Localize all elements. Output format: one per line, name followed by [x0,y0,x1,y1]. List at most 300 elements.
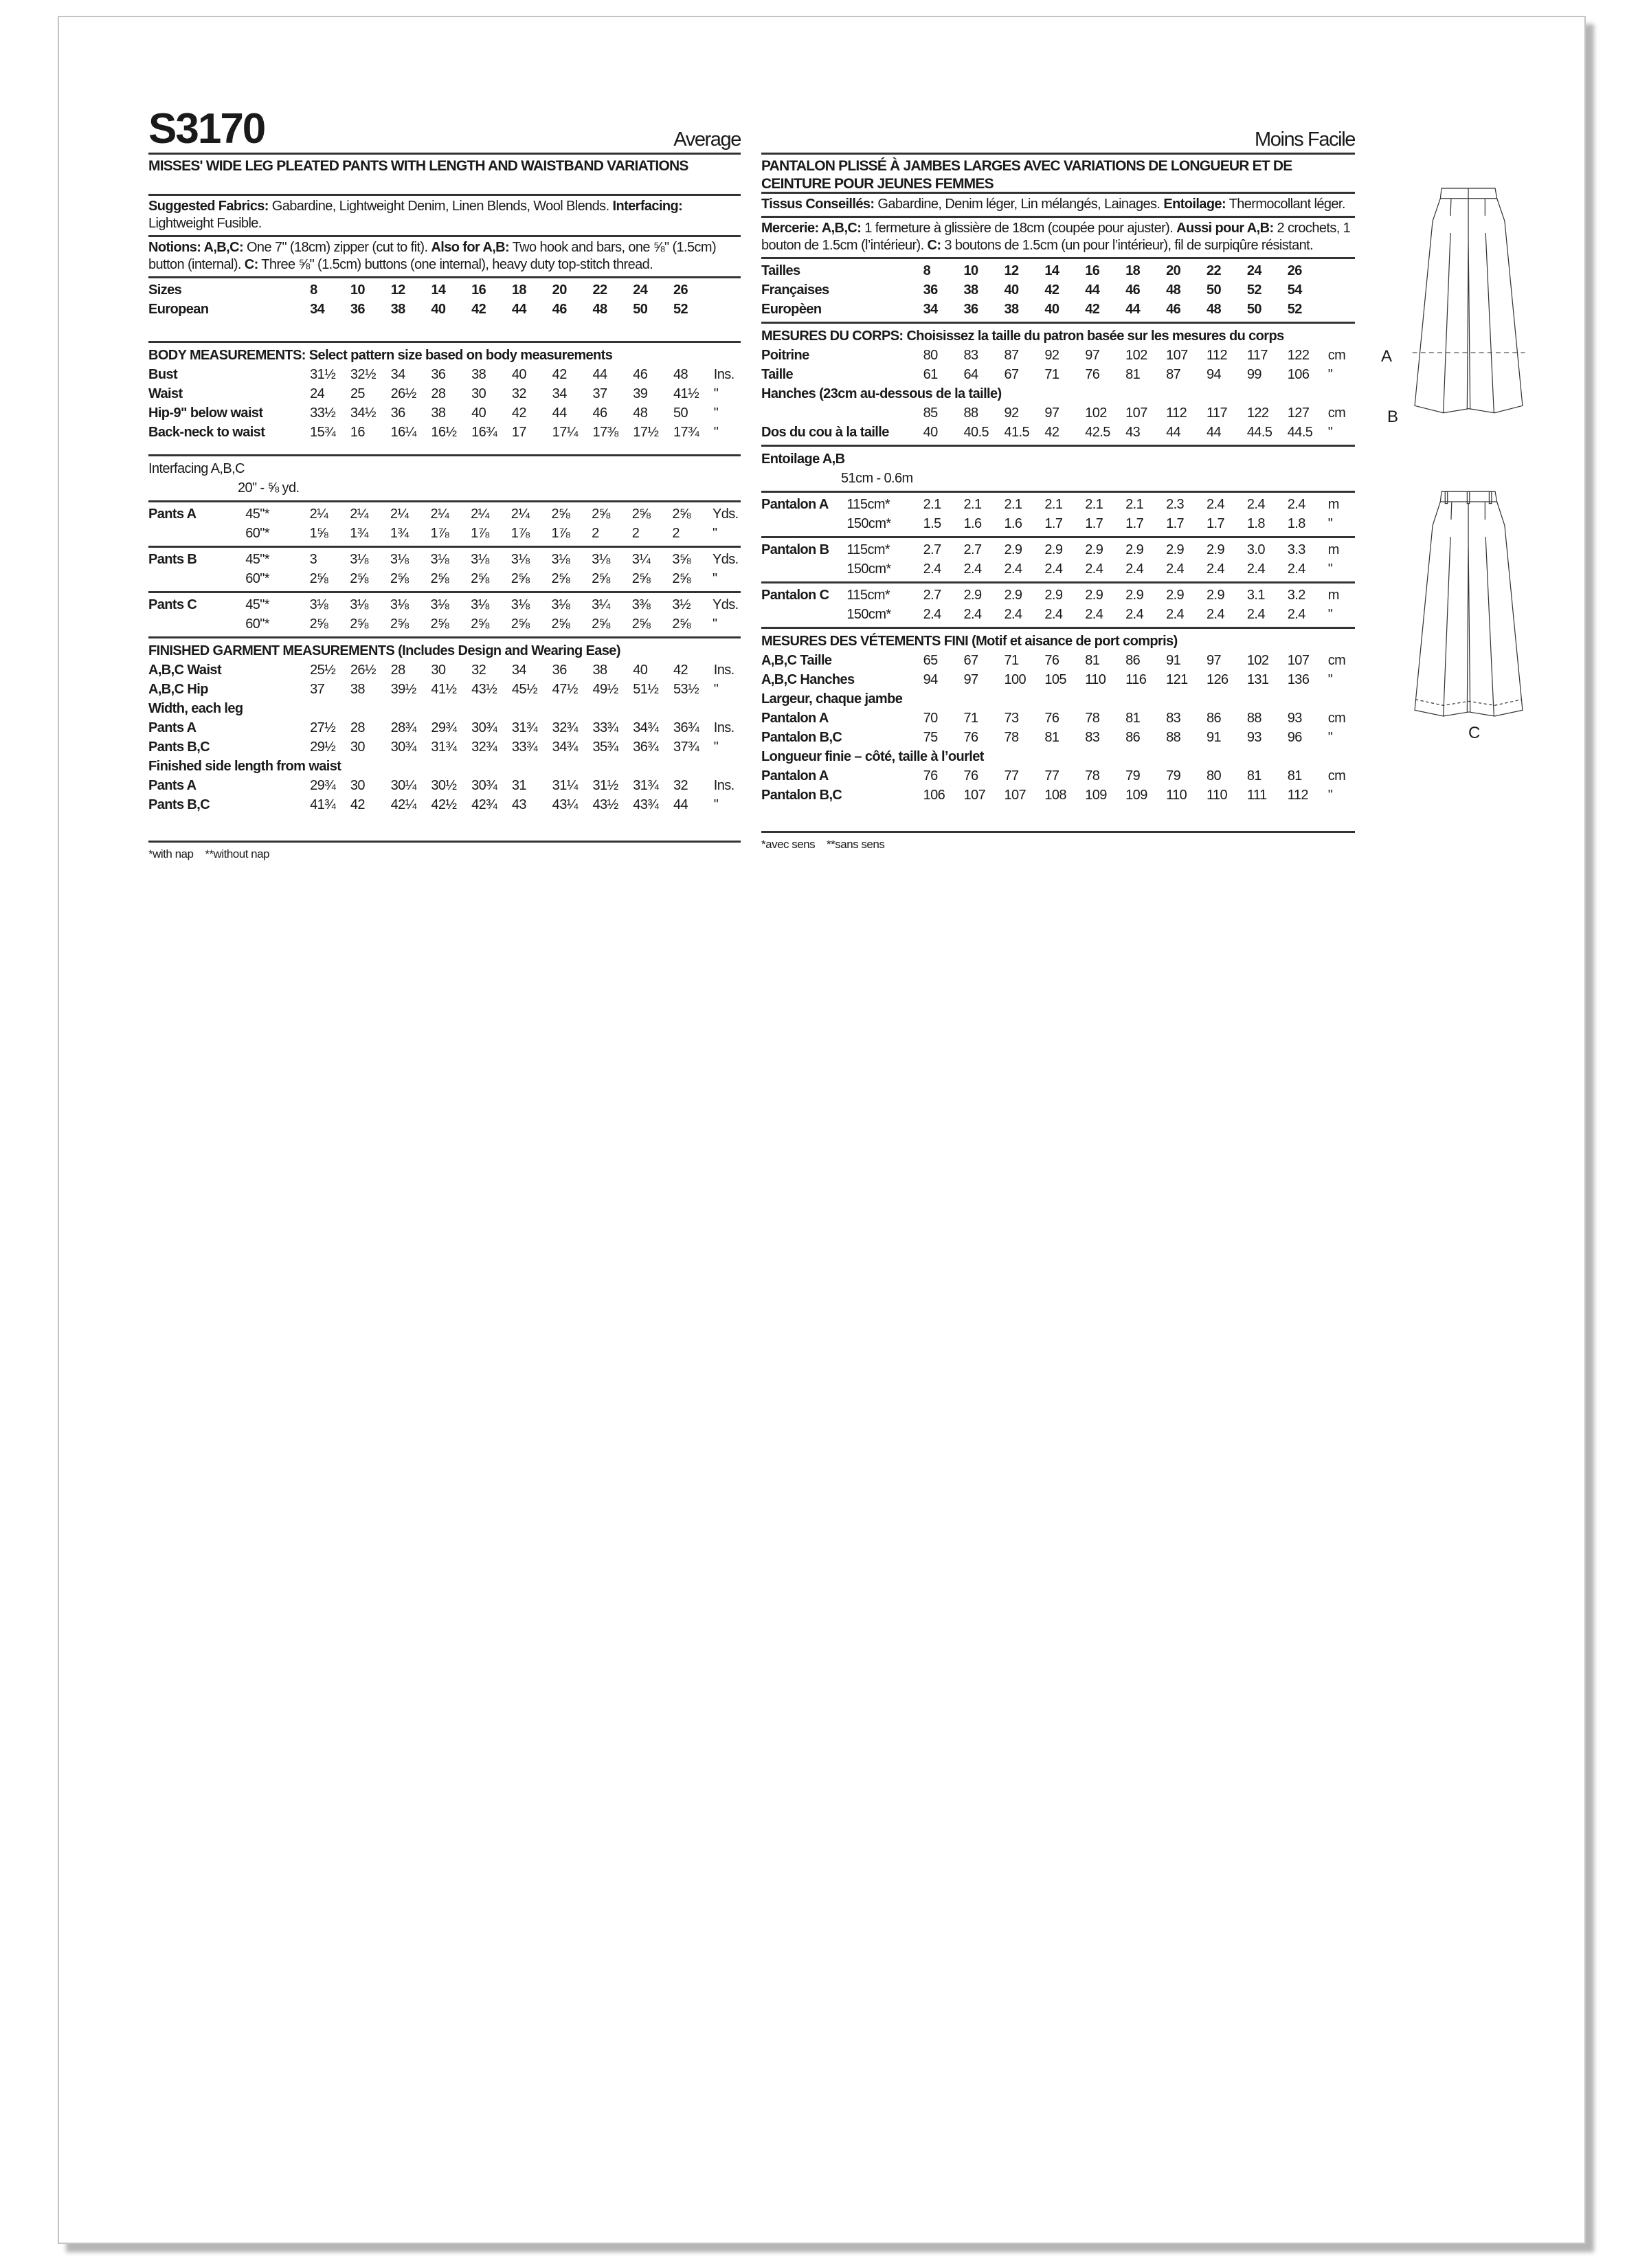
table-cell: 2.9 [1044,542,1063,557]
table-cell: 44 [1125,302,1141,317]
table-cell: 121 [1166,672,1188,687]
table-cell: 102 [1085,405,1107,421]
table-cell: 71 [1044,367,1059,382]
table-cell: 107 [963,788,986,803]
table-cell: 44 [552,405,567,421]
table-cell: 40 [633,663,648,678]
unit: " [713,797,719,812]
table-cell: 33¾ [511,740,538,755]
notions-label: Aussi pour A,B: [1176,221,1274,236]
unit: cm [1327,711,1346,726]
table-cell: 80 [923,348,938,363]
fabric-width: 60"* [245,571,269,586]
table-cell: 49½ [592,682,618,697]
table-cell: 112 [1166,405,1187,421]
table-row [148,795,741,814]
finished-measurements-table [148,660,741,699]
table-cell: 52 [673,302,688,317]
table-cell: 27½ [310,720,336,735]
table-cell: 36 [350,302,365,317]
table-cell: 2.4 [1125,562,1144,577]
table-row [148,614,741,634]
width-each-leg-heading: Largeur, chaque jambe [761,691,903,707]
table-cell: 111 [1246,788,1267,803]
fabrics-label: Tissus Conseillés: [761,197,875,212]
view-label-b: B [1387,408,1399,426]
row-label: Back-neck to waist [148,425,265,440]
table-cell: 97 [1044,405,1059,421]
unit: " [1327,607,1333,622]
table-cell: 110 [1085,672,1106,687]
table-cell: 2.4 [1206,562,1224,577]
table-cell: 76 [923,768,938,783]
view-label-a: A [1381,347,1393,366]
table-cell: 2¼ [309,507,328,522]
table-cell: 3⅛ [551,597,570,612]
table-cell: 10 [350,282,365,298]
difficulty-level: Moins Facile [1255,129,1355,151]
table-cell: 26 [673,282,688,298]
fabric-width: 60"* [245,616,269,632]
table-cell: 3⅛ [430,552,449,567]
table-cell: 2.4 [1044,562,1063,577]
table-cell: 41.5 [1004,425,1029,440]
table-cell: 2.4 [1166,607,1185,622]
table-cell: 126 [1206,672,1229,687]
table-row [148,660,741,680]
body-measurements-heading: BODY MEASUREMENTS: Select pattern size based on body measurements [148,348,613,363]
table-cell: 32½ [350,367,376,382]
row-label: Pants A [148,720,197,735]
table-cell: 38 [390,302,405,317]
row-label: Pantalon C [761,588,829,603]
table-cell: 1⅞ [511,526,530,541]
unit: " [1327,367,1333,382]
table-cell: 18 [511,282,526,298]
view-label-c: C [1468,724,1481,742]
table-cell: 2⅝ [390,616,409,632]
table-row [761,728,1355,747]
interfacing-text: Lightweight Fusible. [148,216,262,231]
table-cell: 46 [1166,302,1181,317]
table-cell: 2.4 [1166,562,1185,577]
table-cell: 71 [963,711,978,726]
fabric-width: 60"* [245,526,269,541]
table-cell: 24 [633,282,648,298]
unit: cm [1327,768,1346,783]
row-label [761,514,846,533]
table-cell: 2.7 [923,542,941,557]
table-cell: 3⅛ [350,597,368,612]
table-cell: 1⅝ [309,526,328,541]
yardage-tables [761,491,1355,629]
unit: " [713,386,719,401]
table-cell: 36 [431,367,446,382]
table-cell: 117 [1206,405,1228,421]
unit [714,280,741,300]
table-cell: 38 [431,405,446,421]
pattern-envelope-back [58,16,1586,2244]
table-cell: 83 [963,348,978,363]
table-cell: 76 [1044,653,1059,668]
unit: " [1327,516,1333,531]
table-cell: 40 [1044,302,1059,317]
table-cell: 40 [431,302,446,317]
table-cell: 2⅝ [511,571,530,586]
table-cell: 2 [592,526,599,541]
table-cell: 3¼ [592,597,610,612]
unit [1328,300,1355,319]
table-cell: 31¾ [633,778,659,793]
table-cell: 36 [963,302,978,317]
body-measurements-heading: MESURES DU CORPS: Choisissez la taille du patron basée sur les mesures du corps [761,329,1284,344]
table-cell: 81 [1125,711,1141,726]
table-cell: 83 [1085,730,1100,745]
table-row [148,524,741,543]
table-cell: 44 [1085,282,1100,298]
table-cell: 42 [1085,302,1100,317]
table-cell: 78 [1085,768,1100,783]
table-cell: 25 [350,386,365,401]
notions-text: One 7" (18cm) zipper (cut to fit). [243,240,431,255]
table-cell: 32 [511,386,526,401]
unit: Ins. [713,367,734,382]
table-cell: 43¾ [633,797,659,812]
table-cell: 2.4 [1287,497,1305,512]
table-cell: 106 [923,788,945,803]
table-cell: 75 [923,730,938,745]
table-cell: 15¾ [310,425,336,440]
table-cell: 3.0 [1246,542,1265,557]
table-cell: 2⅝ [592,571,610,586]
table-cell: 32 [471,663,486,678]
table-cell: 48 [633,405,648,421]
table-cell: 41¾ [310,797,336,812]
yardage-tables [148,500,741,638]
row-label: Poitrine [761,348,809,363]
table-row [148,300,741,319]
unit: " [1327,425,1333,440]
table-cell: 2.4 [1004,607,1022,622]
table-cell: 2.4 [923,607,941,622]
table-cell: 34¾ [633,720,659,735]
table-cell: 2.4 [1206,497,1224,512]
table-cell: 51½ [633,682,659,697]
unit: " [713,740,719,755]
row-label: Pants A [148,507,197,522]
table-cell: 2⅝ [551,571,570,586]
table-row [761,403,1355,423]
french-column [761,17,1355,852]
unit: " [1327,730,1333,745]
table-cell: 29½ [310,740,336,755]
fabric-width: 150cm* [846,516,891,531]
table-cell: 2.1 [1085,497,1103,512]
table-cell: 2¼ [471,507,489,522]
notions-text: Three ⅝" (1.5cm) buttons (one internal), heavy duty top-stitch thread. [258,257,653,272]
table-cell: 34 [511,663,526,678]
table-cell: 2.9 [1044,588,1063,603]
table-cell: 76 [963,768,978,783]
table-cell: 30¾ [390,740,416,755]
table-cell: 16 [350,425,365,440]
table-cell: 1.7 [1044,516,1063,531]
table-cell: 2¼ [430,507,449,522]
table-cell: 26½ [350,663,376,678]
table-cell: 100 [1004,672,1027,687]
table-cell: 2.9 [1125,542,1144,557]
table-cell: 78 [1004,730,1019,745]
table-row [761,586,1355,605]
fabrics-text: Gabardine, Lightweight Denim, Linen Blends, Wool Blends. [268,199,613,214]
table-cell: 42¾ [471,797,497,812]
table-cell: 3.2 [1287,588,1305,603]
table-cell: 42 [673,663,688,678]
table-cell: 3⅛ [551,552,570,567]
row-label: Pants B,C [148,797,210,812]
table-cell: 2.4 [1044,607,1063,622]
table-cell: 44 [511,302,526,317]
table-cell: 42½ [431,797,457,812]
table-cell: 41½ [673,386,699,401]
table-cell: 2.9 [1206,542,1224,557]
row-label: Bust [148,367,178,382]
notions-label: Mercerie: A,B,C: [761,221,862,236]
pants-view-a-b-illustration [1381,155,1562,436]
yardage-group [761,583,1355,627]
table-cell: 38 [350,682,365,697]
table-cell: 38 [592,663,607,678]
row-label: Pantalon B,C [761,788,842,803]
table-cell: 42¼ [390,797,416,812]
interfacing-heading: Entoilage A,B [761,452,845,467]
table-cell: 99 [1246,367,1261,382]
table-cell: 2⅝ [309,571,328,586]
table-row [148,680,741,699]
sizes-table [761,259,1355,322]
unit: m [1327,588,1339,603]
table-row [761,651,1355,670]
row-label: Pants A [148,778,197,793]
table-cell: 1.8 [1246,516,1265,531]
table-cell: 96 [1287,730,1302,745]
table-cell: 38 [471,367,486,382]
table-cell: 117 [1246,348,1268,363]
table-cell: 30¼ [390,778,416,793]
table-cell: 77 [1004,768,1019,783]
pattern-title: PANTALON PLISSÉ À JAMBES LARGES AVEC VARIATIONS DE LONGUEUR ET DE CEINTURE POUR JEUNES FEMMES [761,158,1292,192]
notions-text: 2 crochets, 1 bouton de 1.5cm (l’intérieur). [761,221,1351,253]
table-cell: 3⅛ [511,552,530,567]
table-cell: 3⅛ [309,597,328,612]
table-cell: 16½ [431,425,457,440]
table-cell: 47½ [552,682,578,697]
leg-width-table [148,718,741,757]
table-cell: 28 [431,386,446,401]
table-cell: 50 [673,405,688,421]
table-cell: 1⅞ [471,526,489,541]
unit: cm [1327,653,1346,668]
table-cell: 3⅛ [350,552,368,567]
width-each-leg-heading: Width, each leg [148,701,243,716]
english-column [148,17,741,862]
unit: m [1327,542,1339,557]
fabrics-text: Gabardine, Denim léger, Lin mélangés, Lainages. [874,197,1164,212]
row-label [761,559,846,579]
table-row [148,595,741,614]
interfacing-label: Interfacing: [612,199,683,214]
table-cell: 38 [963,282,978,298]
suggested-fabrics [761,194,1355,216]
table-cell: 2⅝ [631,616,651,632]
table-cell: 2.4 [1125,607,1144,622]
table-cell: 48 [592,302,607,317]
table-cell: 81 [1287,768,1302,783]
table-cell: 94 [1206,367,1222,382]
suggested-fabrics [148,196,741,235]
table-cell: 80 [1206,768,1222,783]
table-cell: 110 [1206,788,1228,803]
table-cell: 2.4 [1206,607,1224,622]
table-cell: 92 [1044,348,1059,363]
table-cell: 1¾ [350,526,368,541]
nap-footnote: *with nap **without nap [148,847,270,860]
table-cell: 78 [1085,711,1100,726]
notions [761,218,1355,257]
table-cell: 91 [1166,653,1181,668]
table-cell: 2.1 [1004,497,1022,512]
table-row [761,514,1355,533]
table-cell: 71 [1004,653,1019,668]
hip-row [761,403,1355,423]
table-cell: 40 [1004,282,1019,298]
row-label: Pantalon A [761,711,829,726]
table-cell: 50 [1246,302,1261,317]
table-cell: 32¾ [471,740,497,755]
table-cell: 1.8 [1287,516,1305,531]
table-cell: 2.4 [1085,562,1103,577]
table-cell: 1¾ [390,526,409,541]
table-cell: 2.9 [963,588,982,603]
table-cell: 2¼ [350,507,368,522]
table-cell: 79 [1166,768,1181,783]
table-cell: 2.9 [1166,542,1185,557]
pattern-title: MISSES' WIDE LEG PLEATED PANTS WITH LENGTH AND WAISTBAND VARIATIONS [148,158,688,174]
table-row [761,709,1355,728]
table-cell: 61 [923,367,938,382]
table-cell: 43 [511,797,526,812]
table-cell: 93 [1287,711,1302,726]
table-cell: 2.4 [1085,607,1103,622]
table-cell: 88 [1166,730,1181,745]
table-cell: 31¾ [511,720,538,735]
table-cell: 16¾ [471,425,497,440]
interfacing-heading: Interfacing A,B,C [148,461,245,476]
table-cell: 30 [350,778,365,793]
table-cell: 2⅝ [350,571,368,586]
table-cell: 2.9 [1004,542,1022,557]
table-cell: 1.7 [1085,516,1103,531]
table-cell: 2⅝ [592,507,610,522]
table-cell: 65 [923,653,938,668]
row-label [148,569,245,588]
table-cell: 3⅛ [592,552,610,567]
interfacing-amount: 51cm - 0.6m [841,471,913,486]
table-cell: 36 [390,405,405,421]
table-cell: 17⅜ [592,425,618,440]
unit: Yds. [713,507,739,522]
unit: cm [1327,405,1346,421]
table-cell: 87 [1004,348,1019,363]
table-cell: 122 [1287,348,1310,363]
notions-label: Also for A,B: [431,240,510,255]
table-cell: 3¼ [631,552,651,567]
table-cell: 40.5 [963,425,989,440]
table-cell: 42 [471,302,486,317]
table-cell: 77 [1044,768,1059,783]
table-cell: 2.1 [1044,497,1063,512]
table-cell: 37 [592,386,607,401]
table-cell: 2⅝ [390,571,409,586]
table-cell: 70 [923,711,938,726]
table-row [148,718,741,737]
table-cell: 76 [1044,711,1059,726]
table-cell: 26 [1287,263,1302,278]
fabric-width: 115cm* [846,588,890,603]
table-cell: 108 [1044,788,1066,803]
back-neck-row [761,423,1355,445]
table-cell: 107 [1125,405,1147,421]
unit: " [1327,562,1333,577]
table-cell: 2⅝ [672,616,691,632]
table-cell: 17¼ [552,425,578,440]
table-cell: 2¼ [511,507,530,522]
table-row [761,495,1355,514]
row-label: Dos du cou à la taille [761,425,889,440]
table-cell: 39 [633,386,648,401]
row-label [148,524,245,543]
fabric-width: 150cm* [846,562,891,577]
table-cell: 32 [673,778,688,793]
table-cell: 37 [310,682,325,697]
table-cell: 42 [350,797,365,812]
table-cell: 2⅝ [631,571,651,586]
body-measurements-table [148,365,741,445]
table-cell: 2.4 [1246,562,1265,577]
table-cell: 3.1 [1246,588,1265,603]
table-cell: 3⅛ [471,597,489,612]
table-cell: 2⅝ [672,571,691,586]
table-cell: 2.1 [923,497,941,512]
table-cell: 42 [1044,282,1059,298]
body-measurements-table [761,346,1355,384]
row-label: Waist [148,386,183,401]
notions-text: Two hook and bars, one ⅝" (1.5cm) button (internal). [148,240,717,272]
unit: Yds. [713,597,739,612]
table-cell: 1.6 [963,516,982,531]
table-cell: 44 [673,797,688,812]
unit: " [713,425,719,440]
table-cell: 106 [1287,367,1310,382]
table-cell: 34¾ [552,740,578,755]
yardage-group [148,502,741,546]
table-cell: 44 [1206,425,1222,440]
table-cell: 2¼ [390,507,409,522]
table-cell: 33¾ [592,720,618,735]
row-label: Pants B [148,552,197,567]
table-cell: 42.5 [1085,425,1110,440]
table-cell: 43½ [592,797,618,812]
